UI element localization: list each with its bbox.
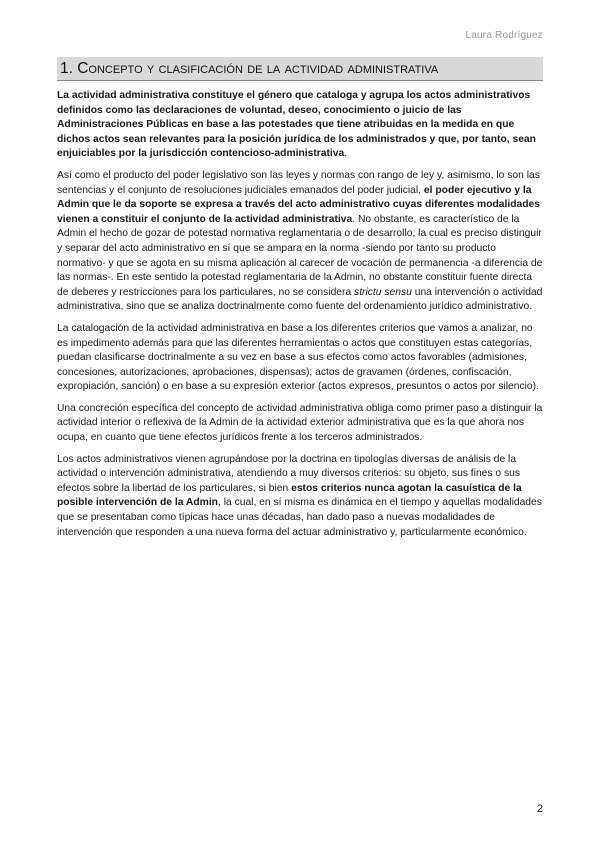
paragraph-1-bold: La actividad administrativa constituye el género que cataloga y agrupa los actos administrativos definidos como las declaraciones de voluntad, deseo, conocimiento o juicio de las Administraciones Públicas en base a las potestades que tiene atribuidas en la medida en que dichos actos sean relevantes para la posición jurídica de los administrados y que, por tanto, sean enjuiciables por la jurisdicción contencioso-administrativa: [57, 90, 536, 160]
paragraph-4: Una concreción específica del concepto de actividad administrativa obliga como primer paso a distinguir la actividad interior o reflexiva de la Admin de la actividad exterior administrativa que es la que ahora nos ocupa, en cuanto que tiene efectos jurídicos frente a los terceros administrados.: [57, 402, 543, 444]
paragraph-2-part-c: . No obstante, es característico de la Admin el hecho de gozar de potestad normativa reglamentaria o de desarrollo, la cual es preciso distinguir y separar del acto administrativo en sí que se ampara en la norma -siendo por tanto su producto normativo- y que se agota en su misma aplicación al carecer de vocación de permanencia -a diferencia de las normas-. En este sentido la potestad reglamentaria de la Admin, no obstante constituir fuente directa de deberes y restricciones para los particulares, no se considera: [57, 213, 543, 298]
header-author: Laura Rodríguez: [465, 30, 543, 41]
paragraph-5-part-a: Los actos administrativos vienen agrupándose por la doctrina en tipologías diversas de análisis de la actividad o intervención administrativa, atendiendo a muy diversos criterios: su objeto, sus fines o sus efectos sobre la libertad de los particulares, si bien: [57, 453, 521, 494]
paragraph-2-italic: strictu sensu: [354, 286, 412, 298]
paragraph-2-part-e: una intervención o actividad administrativa, sino que se analiza doctrinalmente como fuente del ordenamiento jurídico administrativo.: [57, 286, 543, 313]
paragraph-1: [57, 89, 545, 162]
paragraph-2-part-a: Así como el producto del poder legislativo son las leyes y normas con rango de ley y, asimismo, lo son las sentencias y el conjunto de resoluciones judiciales emanados del poder judicial,: [57, 169, 540, 196]
paragraph-5: [57, 453, 545, 541]
paragraph-2: [57, 169, 545, 315]
paragraph-2-bold: el poder ejecutivo y la Admin que le da soporte se expresa a través del acto administrativo cuyas diferentes modalidades vienen a constituir el conjunto de la actividad administrativa: [57, 184, 540, 225]
paragraph-5-bold: estos criterios nunca agotan la casuística de la posible intervención de la Admin: [57, 482, 522, 509]
page-number: 2: [536, 803, 543, 815]
paragraph-5-part-c: , la cual, en sí misma es dinámica en el tiempo y aquellas modalidades que se presentaban como típicas hace unas décadas, han dado paso a nuevas modalidades de intervención que responden a una nueva forma del actuar administrativo y, particularmente económico.: [57, 497, 542, 538]
section-title: 1. Concepto y clasificación de la actividad administrativa: [57, 57, 543, 81]
body-content: [57, 89, 545, 547]
paragraph-3: La catalogación de la actividad administrativa en base a los diferentes criterios que vamos a analizar, no es impedimento además para que las diferentes herramientas o actos que constituyen estas categorías, puedan clasificarse doctrinalmente a su vez en base a sus efectos como actos favorables (admisiones, concesiones, autorizaciones, aprobaciones, dispensas); actos de gravamen (órdenes, confiscación, expropiación, sanción) o en base a su expresión exterior (actos expresos, presuntos o actos por silencio).: [57, 322, 539, 393]
paragraph-1-end: .: [344, 148, 348, 160]
